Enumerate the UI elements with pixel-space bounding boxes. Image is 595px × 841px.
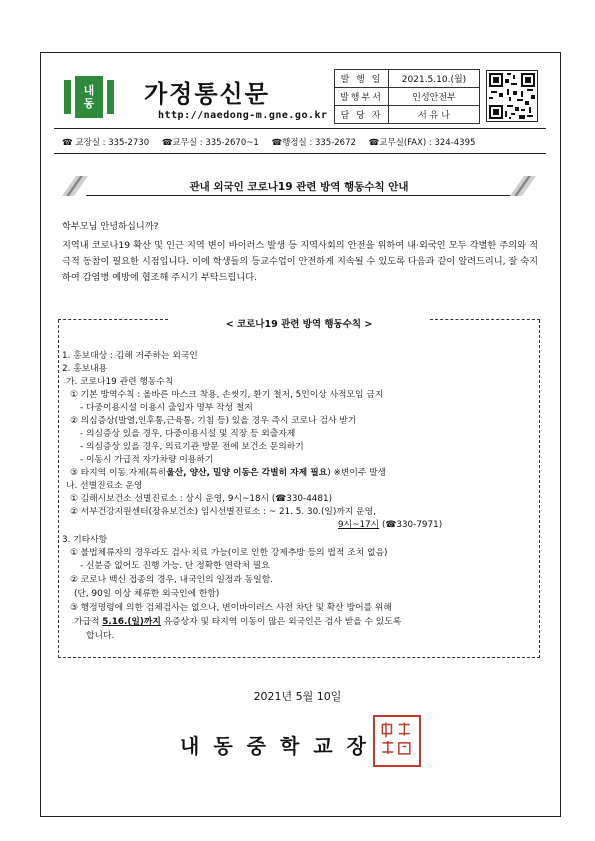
meta-table: [334, 69, 480, 124]
notice-line: - 이동시 가급적 자가차량 이용하기: [80, 455, 214, 465]
notice-line: 나. 선별진료소 운영: [66, 481, 143, 491]
intro-paragraph: 지역내 코로나19 확산 및 인근 지역 변이 바이러스 발생 등 지역사회의 안전을 위하여 내·외국인 모두 각별한 주의와 적극적 동참이 필요한 시점입니다. 이에 학생들의 등교수업이 안전하게 지속될 수 있도록 다음과 같이 알려드리니, 잘 숙지하여 감염병 예방에 협조해 주시기 부탁드립니다.: [62, 240, 538, 283]
notice-title: < 코로나19 관련 방역 행동수칙 >: [225, 319, 373, 330]
meta-key: 발 행 일: [335, 70, 389, 88]
contact-divider: [54, 153, 546, 154]
banner-slash-icon: [510, 176, 536, 196]
notice-line: - 의심증상 있을 경우, 다중이용시설 및 직장 등 외출자제: [80, 429, 296, 439]
notice-line: 가. 코로나19 관련 행동수칙: [66, 377, 174, 387]
contact-fax: ☎교무실(FAX) : 324-4395: [368, 138, 476, 148]
notice-line: ① 기본 방역수칙 : 올바른 마스크 착용, 손씻기, 환기 철저, 5인이상 사적모임 금지: [70, 390, 384, 400]
notice-line: 3. 기타사항: [62, 535, 108, 545]
notice-line: ② 코로나 백신 접종의 경우, 내국인의 일정과 동일함.: [70, 575, 274, 585]
notice-phone: (☎330-7971): [381, 520, 443, 530]
notice-deadline: 5.16.(일)까지: [102, 617, 161, 627]
notice-line: - 다중이용시설 이용시 출입자 명부 작성 철저: [80, 403, 253, 413]
notice-line: - 신분증 없어도 진행 가능. 단 정확한 연락처 필요: [80, 561, 270, 571]
notice-hours: 9시~17시: [338, 520, 380, 530]
notice-bold-warning: 울산, 양산, 밀양 이동은 각별히 자제 필요: [166, 468, 328, 478]
notice-line: 1. 홍보대상 : 김해 거주하는 외국인: [62, 351, 198, 361]
notice-header: [58, 312, 540, 331]
meta-value: 인성안전부: [389, 88, 480, 106]
notice-line: 합니다.: [86, 631, 115, 641]
notice-line: [338, 519, 442, 532]
school-url-link[interactable]: http://naedong-m.gne.go.kr: [158, 110, 328, 121]
greeting-text: 학부모님 안녕하십니까?: [62, 221, 159, 232]
header-divider: [54, 128, 546, 129]
notice-line: (단, 90일 이상 체류한 외국인에 한함): [74, 589, 220, 599]
page-title: 가정통신문: [144, 80, 270, 108]
notice-line: - 의심증상 있을 경우, 의료기관 방문 전에 보건소 문의하기: [80, 442, 304, 452]
notice-line: [74, 616, 401, 629]
notice-line: ② 서부건강지원센터(장유보건소) 임시선별진료소 : ~ 21. 5. 30.(일)까지 운영,: [70, 507, 376, 517]
notice-text: ) ※변이주 발생: [327, 468, 387, 478]
contact-principal: ☎ 교장실 : 335-2730: [62, 138, 150, 148]
meta-value: 서 유 나: [389, 106, 480, 124]
subject-banner: [62, 176, 536, 196]
notice-text: ③ 타지역 이동 자제(특히: [70, 468, 167, 478]
notice-line: ② 의심증상(발열,인후통,근육통, 기침 등) 있을 경우 즉시 코로나 검사 받기: [70, 416, 357, 426]
meta-key: 담 당 자: [335, 106, 389, 124]
qr-code-icon: [486, 70, 538, 122]
contact-bar: [62, 136, 485, 148]
notice-line: ③ 행정명령에 의한 검체검사는 없으나, 변이바이러스 사전 차단 및 확산 방어를 위해: [70, 603, 392, 613]
meta-key: 발행부서: [335, 88, 389, 106]
school-logo: [64, 76, 114, 118]
official-seal-icon: [373, 715, 421, 767]
notice-text: 가급적: [74, 617, 100, 627]
notice-line: ① 불법체류자의 경우라도 검사·치료 가능(이로 인한 강제추방 등의 법적 조치 없음): [70, 548, 388, 558]
notice-line: 2. 홍보내용: [62, 364, 108, 374]
banner-title: 관내 외국인 코로나19 관련 방역 행동수칙 안내: [189, 181, 409, 193]
notice-line: ① 김해시보건소 선별진료소 : 상시 운영, 9시~18시 (☎330-4481): [70, 494, 333, 504]
letter-header: [54, 66, 546, 128]
logo-char-1: 내: [83, 84, 95, 97]
contact-admin: ☎행정실 : 335-2672: [271, 138, 356, 148]
issue-date: 2021년 5월 10일: [253, 690, 342, 703]
notice-text: 유증상자 및 타지역 이동이 많은 외국인은 검사 받을 수 있도록: [163, 617, 402, 627]
meta-value: 2021.5.10.(월): [389, 70, 480, 88]
logo-char-2: 동: [83, 97, 95, 110]
school-principal-signature: 내동중학교장: [180, 734, 380, 758]
contact-academic: ☎교무실 : 335-2670~1: [161, 138, 259, 148]
notice-line: [70, 467, 386, 480]
